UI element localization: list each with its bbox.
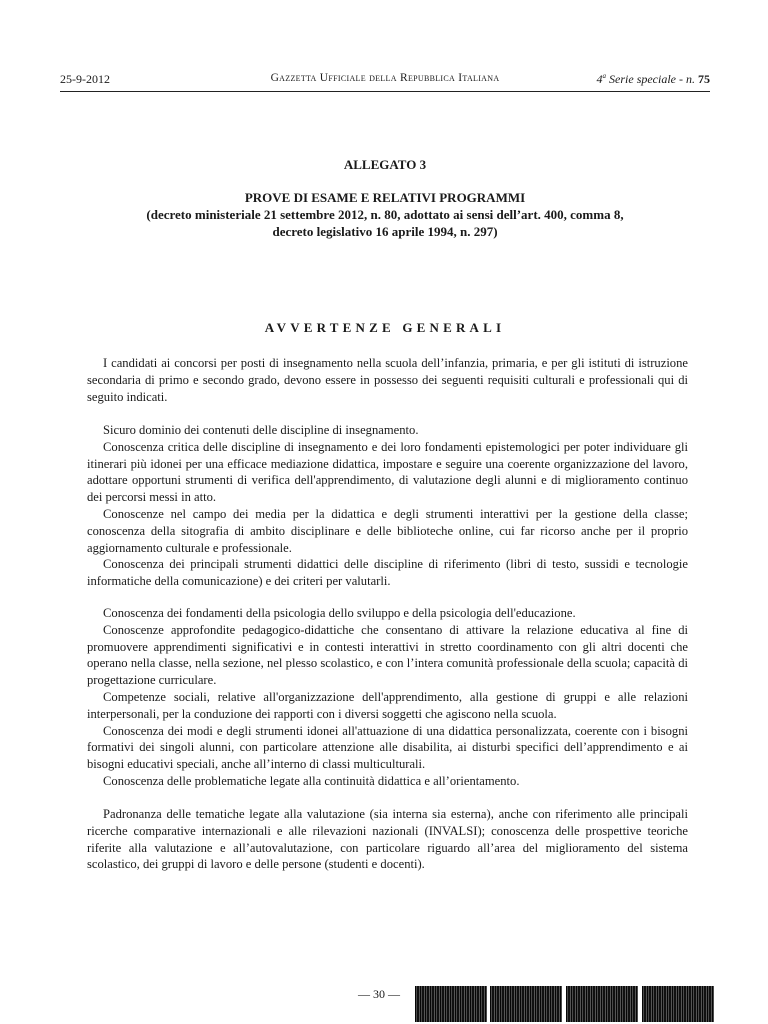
barcode-image bbox=[642, 986, 714, 1022]
page-number: — 30 — bbox=[358, 987, 400, 1001]
paragraph: Conoscenza dei fondamenti della psicologia dello sviluppo e della psicologia dell'educazione. bbox=[103, 606, 576, 620]
paragraph: Padronanza delle tematiche legate alla valutazione (sia interna sia esterna), anche con riferimento alle principali ricerche comparative internazionali e alle rilevazioni nazionali (INVALSI); conoscenza delle prospettive teoriche riferite alla valutazione e all’autovalutazione, con particolare riguardo all’area del miglioramento del sistema scolastico, dei gruppi di lavoro e delle persone (studenti e docenti). bbox=[87, 807, 688, 872]
heading-decree-line-1: (decreto ministeriale 21 settembre 2012, n. 80, adottato ai sensi dell’art. 400, comma 8, bbox=[146, 207, 624, 222]
paragraph: Conoscenza critica delle discipline di insegnamento e dei loro fondamenti epistemologici per poter individuare gli itinerari più idonei per una efficace mediazione didattica, impostare e seguire una coerente organizzazione del lavoro, adottare opportuni strumenti di verifica dell'apprendimento, di valutazione degli alunni e di miglioramento continuo dei percorsi messi in atto. bbox=[87, 439, 688, 505]
paragraph: Conoscenze approfondite pedagogico-didattiche che consentano di attivare la relazione educativa al fine di promuovere apprendimenti significativi e in contesti interattivi in stretto coordinamento con gli altri docenti che operano nella classe, nella sezione, nel plesso scolastico, e con l’intera comunità professionale della scuola; capacità di progettazione curriculare. bbox=[87, 622, 688, 688]
section-title: AVVERTENZE GENERALI bbox=[264, 320, 506, 335]
barcode-image bbox=[490, 986, 562, 1022]
header-series-number: 75 bbox=[698, 72, 710, 86]
requirements-group-3 bbox=[87, 806, 688, 873]
requirements-group-1 bbox=[87, 422, 688, 590]
requirements-group-2 bbox=[87, 605, 688, 790]
barcode-image bbox=[566, 986, 638, 1022]
heading-title: PROVE DI ESAME E RELATIVI PROGRAMMI bbox=[244, 190, 526, 205]
paragraph: Conoscenza dei modi e degli strumenti idonei all'attuazione di una didattica personalizzata, coerente con i bisogni formativi dei singoli alunni, con particolare attenzione alle disabilita, ai disturbi specifici dell’apprendimento e ai bisogni educativi speciali, anche all’interno di classi multiculturali. bbox=[87, 723, 688, 772]
paragraph: Conoscenza delle problematiche legate alla continuità didattica e all’orientamento. bbox=[103, 773, 520, 788]
header-rule bbox=[60, 91, 710, 92]
header-publication-title: Gazzetta Ufficiale della Repubblica Italiana bbox=[270, 72, 500, 84]
paragraph: Competenze sociali, relative all'organizzazione dell'apprendimento, alla gestione di gruppi e alle relazioni interpersonali, per la conduzione dei rapporti con i diversi soggetti che agiscono nella scuola. bbox=[87, 689, 688, 721]
heading-decree-line-2: decreto legislativo 16 aprile 1994, n. 297) bbox=[272, 224, 498, 239]
allegato-label: ALLEGATO 3 bbox=[343, 157, 427, 172]
paragraph: Sicuro dominio dei contenuti delle discipline di insegnamento. bbox=[103, 423, 419, 437]
header-date: 25-9-2012 bbox=[60, 72, 110, 86]
paragraph: Conoscenze nel campo dei media per la didattica e degli strumenti interattivi per la gestione della classe; conoscenza della sitografia di ambito disciplinare e delle biblioteche online, cui far ricorso anche per il proprio aggiornamento culturale e professionale. bbox=[87, 506, 688, 555]
barcode-image bbox=[415, 986, 487, 1022]
page-header bbox=[60, 72, 710, 90]
header-series: 4$^a$ Serie speciale - n. 75 bbox=[596, 72, 710, 86]
paragraph: Conoscenza dei principali strumenti didattici delle discipline di riferimento (libri di testo, sussidi e tecnologie informatiche della comunicazione) e dei criteri per valutarli. bbox=[87, 557, 688, 589]
intro-paragraph bbox=[87, 355, 688, 405]
paragraph: I candidati ai concorsi per posti di insegnamento nella scuola dell’infanzia, primaria, e per gli istituti di istruzione secondaria di primo e secondo grado, devono essere in possesso dei seguenti requisiti culturali e professionali qui di seguito indicati. bbox=[87, 356, 688, 404]
